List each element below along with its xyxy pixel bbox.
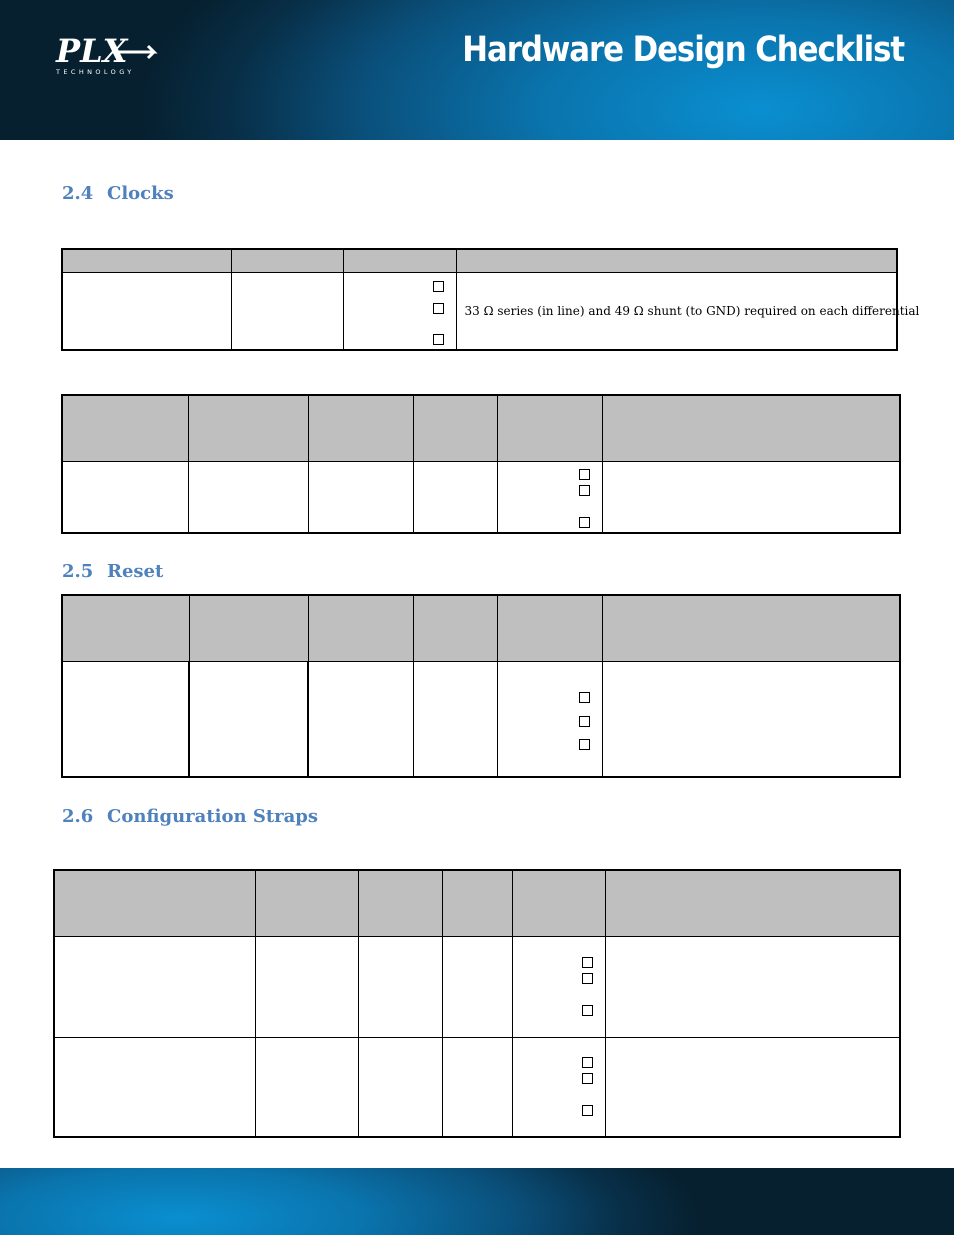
- checkbox[interactable]: [582, 1005, 593, 1016]
- header-cell: [605, 870, 900, 936]
- checkbox[interactable]: [579, 517, 590, 528]
- table-cell: [54, 1037, 255, 1137]
- header-cell: [255, 870, 358, 936]
- section-number: 2.6: [62, 806, 94, 827]
- header-cell: [497, 395, 602, 461]
- footer-banner: [0, 1168, 954, 1235]
- table-cell: [605, 1037, 900, 1137]
- section-title: Reset: [107, 561, 164, 582]
- header-cell: [308, 395, 413, 461]
- header-cell: [602, 595, 900, 661]
- document-title: Hardware Design Checklist: [462, 30, 904, 70]
- table-cell: [231, 272, 343, 350]
- logo-subtext: TECHNOLOGY: [56, 68, 135, 76]
- checkbox[interactable]: [433, 281, 444, 292]
- table-cell: [189, 661, 308, 777]
- checkbox[interactable]: [579, 485, 590, 496]
- checkbox[interactable]: [579, 739, 590, 750]
- checkbox-cell: [497, 461, 602, 533]
- header-cell: [442, 870, 512, 936]
- table-row: [62, 461, 900, 533]
- table-header-row: [62, 595, 900, 661]
- table-cell: [255, 936, 358, 1037]
- checkbox[interactable]: [579, 716, 590, 727]
- header-cell: [308, 595, 413, 661]
- table-row: [54, 1037, 900, 1137]
- checkbox[interactable]: [582, 957, 593, 968]
- header-cell: [54, 870, 255, 936]
- header-cell: [413, 395, 497, 461]
- checkbox[interactable]: [579, 469, 590, 480]
- checkbox-cell: [497, 661, 602, 777]
- header-cell: [358, 870, 442, 936]
- table-cell: [413, 461, 497, 533]
- checkbox[interactable]: [582, 1073, 593, 1084]
- table-cell: [442, 1037, 512, 1137]
- section-heading-configuration-straps: [62, 806, 318, 827]
- header-cell: [62, 595, 189, 661]
- header-cell: [189, 595, 308, 661]
- header-cell: [602, 395, 900, 461]
- table-cell: [358, 936, 442, 1037]
- header-cell: [62, 395, 188, 461]
- table-row: [62, 661, 900, 777]
- section-heading-clocks: [62, 183, 174, 204]
- table-cell: [358, 1037, 442, 1137]
- logo-text: PLX: [56, 32, 128, 70]
- header-cell: [62, 249, 231, 272]
- table-row: [54, 936, 900, 1037]
- reset-table: [61, 594, 901, 778]
- table-header-row: [54, 870, 900, 936]
- clocks-table-2: [61, 394, 901, 534]
- table-cell: [308, 461, 413, 533]
- header-cell: [497, 595, 602, 661]
- header-cell: [343, 249, 456, 272]
- header-cell: [512, 870, 605, 936]
- table-cell: [62, 661, 189, 777]
- clocks-table-1: [61, 248, 920, 351]
- table-cell: [442, 936, 512, 1037]
- section-title: Configuration Straps: [107, 806, 319, 827]
- header-cell: [188, 395, 308, 461]
- checkbox[interactable]: [582, 1057, 593, 1068]
- table-cell: [602, 461, 900, 533]
- table-cell: [605, 936, 900, 1037]
- table-cell: [255, 1037, 358, 1137]
- section-heading-reset: [62, 561, 163, 582]
- section-title: Clocks: [107, 183, 174, 204]
- section-number: 2.5: [62, 561, 94, 582]
- table-cell: [602, 661, 900, 777]
- header-cell: [231, 249, 343, 272]
- checkbox[interactable]: [433, 334, 444, 345]
- header-cell: [456, 249, 897, 272]
- checkbox[interactable]: [582, 973, 593, 984]
- table-cell: [308, 661, 413, 777]
- checkbox[interactable]: [433, 303, 444, 314]
- table-cell: [456, 272, 920, 350]
- checkbox-cell: [512, 936, 605, 1037]
- checkbox[interactable]: [582, 1105, 593, 1116]
- checkbox[interactable]: [579, 692, 590, 703]
- header-banner: [0, 0, 954, 140]
- table-cell: [188, 461, 308, 533]
- table-cell: [413, 661, 497, 777]
- clock-termination-note: 33 Ω series (in line) and 49 Ω shunt (to GND) required on each differential: [464, 303, 920, 318]
- table-cell: [54, 936, 255, 1037]
- table-row: [62, 272, 897, 350]
- section-number: 2.4: [62, 183, 94, 204]
- table-header-row: [62, 395, 900, 461]
- header-cell: [413, 595, 497, 661]
- configuration-straps-table: [53, 869, 901, 1138]
- plx-logo: [50, 30, 170, 80]
- table-header-row: [62, 249, 897, 272]
- table-cell: [62, 272, 231, 350]
- table-cell: [62, 461, 188, 533]
- checkbox-cell: [512, 1037, 605, 1137]
- checkbox-cell: [343, 272, 456, 350]
